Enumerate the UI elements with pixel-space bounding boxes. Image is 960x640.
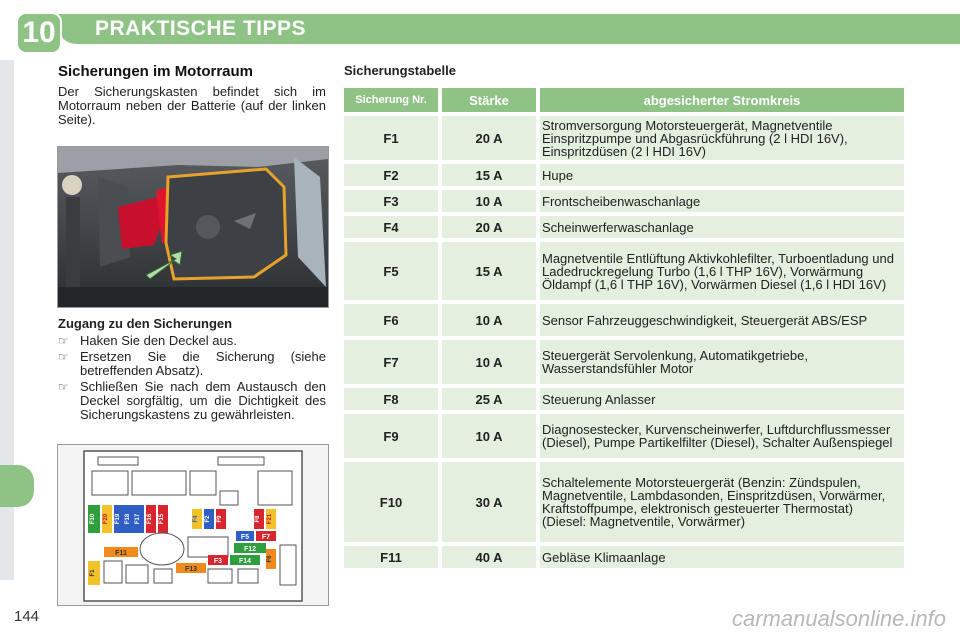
fuse-circuit-cell: Scheinwerferwaschanlage	[540, 216, 904, 238]
fuse-rating-cell: 10 A	[442, 414, 536, 458]
access-heading: Zugang zu den Sicherungen	[58, 316, 233, 331]
access-steps-list	[58, 334, 326, 424]
fuse-label: F6	[267, 555, 273, 563]
list-item: ☞ Haken Sie den Deckel aus.	[58, 333, 237, 348]
fuse-table	[344, 88, 904, 572]
table-row	[344, 388, 904, 410]
fuse-number-cell: F8	[344, 388, 438, 410]
engine-bay-photo	[57, 146, 329, 308]
table-row	[344, 242, 904, 300]
column-header-rating: Stärke	[442, 88, 536, 112]
fuse-number-cell: F7	[344, 340, 438, 384]
fuse-label: F7	[261, 534, 271, 541]
fuse-rating-cell: 30 A	[442, 462, 536, 542]
fuse-label: F2	[205, 515, 211, 523]
fuse-rating-cell: 40 A	[442, 546, 536, 568]
fuse-number-cell: F4	[344, 216, 438, 238]
fuse-rating-cell: 10 A	[442, 304, 536, 336]
fuse-rating-cell: 20 A	[442, 216, 536, 238]
list-item: ☞ Schließen Sie nach dem Austausch den Deckel sorgfältig, um die Dichtigkeit des Sicherungskastens zu gewährleisten.	[58, 379, 326, 422]
chapter-side-tab[interactable]	[0, 465, 34, 507]
table-row	[344, 304, 904, 336]
fuse-number-cell: F10	[344, 462, 438, 542]
column-header-fuse-number: Sicherung Nr.	[344, 88, 438, 112]
fuse-label: F11	[115, 550, 127, 557]
chapter-number-badge: 10	[16, 12, 62, 54]
fuse-label: F14	[238, 558, 252, 565]
table-row	[344, 462, 904, 542]
fuse-number-cell: F9	[344, 414, 438, 458]
fuse-circuit-cell: Stromversorgung Motorsteuergerät, Magnetventile Einspritzpumpe und Abgasrückführung (2 l HDI 16V), Einspritzdüsen (2 l HDI 16V)	[540, 116, 904, 160]
fuse-circuit-cell: Schaltelemente Motorsteuergerät (Benzin: Zündspulen, Magnetventile, Lambdasonden, Einspritzdüsen, Vorwärmer, Kraftstoffpumpe, elektronisch gesteuerter Thermostat) (Diesel: Magnetventile, Vorwärmer)	[540, 462, 904, 542]
table-row	[344, 164, 904, 186]
table-row	[344, 190, 904, 212]
fuse-label: F4	[193, 515, 199, 523]
section-heading: Sicherungen im Motorraum	[58, 63, 254, 80]
column-header-circuit: abgesicherter Stromkreis	[540, 88, 904, 112]
fuse-circuit-cell: Sensor Fahrzeuggeschwindigkeit, Steuergerät ABS/ESP	[540, 304, 904, 336]
fuse-box-diagram	[57, 444, 329, 606]
table-row	[344, 116, 904, 160]
fuse-circuit-cell: Hupe	[540, 164, 904, 186]
fuse-box-illustration	[58, 445, 328, 605]
table-row	[344, 340, 904, 384]
fuse-circuit-cell: Diagnosestecker, Kurvenscheinwerfer, Luftdurchflussmesser (Diesel), Pumpe Partikelfilter (Diesel), Schalter Außenspiegel	[540, 414, 904, 458]
list-item: ☞ Ersetzen Sie die Sicherung (siehe betreffenden Absatz).	[58, 349, 326, 378]
fuse-label: F3	[213, 558, 223, 565]
watermark: carmanualsonline.info	[731, 606, 946, 631]
fuse-label: F17	[135, 513, 141, 525]
page-number: 144	[14, 608, 40, 625]
fuse-label: F8	[255, 515, 261, 523]
pointing-hand-icon: ☞	[58, 350, 69, 364]
fuse-label: F20	[103, 513, 109, 525]
fuse-label: F10	[90, 513, 96, 525]
fuse-circuit-cell: Steuergerät Servolenkung, Automatikgetriebe, Wasserstandsfühler Motor	[540, 340, 904, 384]
table-body	[344, 116, 904, 568]
fuse-rating-cell: 20 A	[442, 116, 536, 160]
fuse-rating-cell: 10 A	[442, 340, 536, 384]
fuse-rating-cell: 15 A	[442, 164, 536, 186]
fuse-label: F12	[243, 546, 257, 553]
table-title: Sicherungstabelle	[344, 63, 456, 78]
fuse-number-cell: F5	[344, 242, 438, 300]
fuse-number-cell: F3	[344, 190, 438, 212]
table-row	[344, 546, 904, 568]
fuse-circuit-cell: Magnetventile Entlüftung Aktivkohlefilter, Turboentladung und Ladedruckregelung Turbo (1,6 l THP 16V), Vorwärmung Öldampf (1,6 l THP 16V), Vorwärmen Diesel (1,6 l HDI 16V)	[540, 242, 904, 300]
fuse-circuit-cell: Gebläse Klimaanlage	[540, 546, 904, 568]
fuse-circuit-cell: Steuerung Anlasser	[540, 388, 904, 410]
fuse-rating-cell: 25 A	[442, 388, 536, 410]
fuse-rating-cell: 15 A	[442, 242, 536, 300]
fuse-circuit-cell: Frontscheibenwaschanlage	[540, 190, 904, 212]
fuse-label: F5	[240, 534, 250, 541]
engine-bay-illustration	[58, 147, 328, 307]
intro-paragraph: Der Sicherungskasten befindet sich im Motorraum neben der Batterie (auf der linken Seite).	[58, 84, 326, 127]
fuse-number-cell: F6	[344, 304, 438, 336]
pointing-hand-icon: ☞	[58, 380, 69, 394]
fuse-label: F15	[159, 513, 165, 525]
table-row	[344, 216, 904, 238]
fuse-number-cell: F11	[344, 546, 438, 568]
fuse-label: F19	[115, 513, 121, 525]
fuse-rating-cell: 10 A	[442, 190, 536, 212]
fuse-label: F13	[184, 566, 198, 573]
fuse-label: F1	[90, 569, 96, 577]
page-title: PRAKTISCHE TIPPS	[95, 17, 307, 40]
pointing-hand-icon: ☞	[58, 334, 69, 348]
table-header-row	[344, 88, 904, 112]
fuse-number-cell: F2	[344, 164, 438, 186]
fuse-number-cell: F1	[344, 116, 438, 160]
fuse-label: F21	[267, 513, 273, 525]
table-row	[344, 414, 904, 458]
fuse-label: F16	[147, 513, 153, 525]
fuse-label: F9	[217, 515, 223, 523]
fuse-label: F18	[125, 513, 131, 525]
